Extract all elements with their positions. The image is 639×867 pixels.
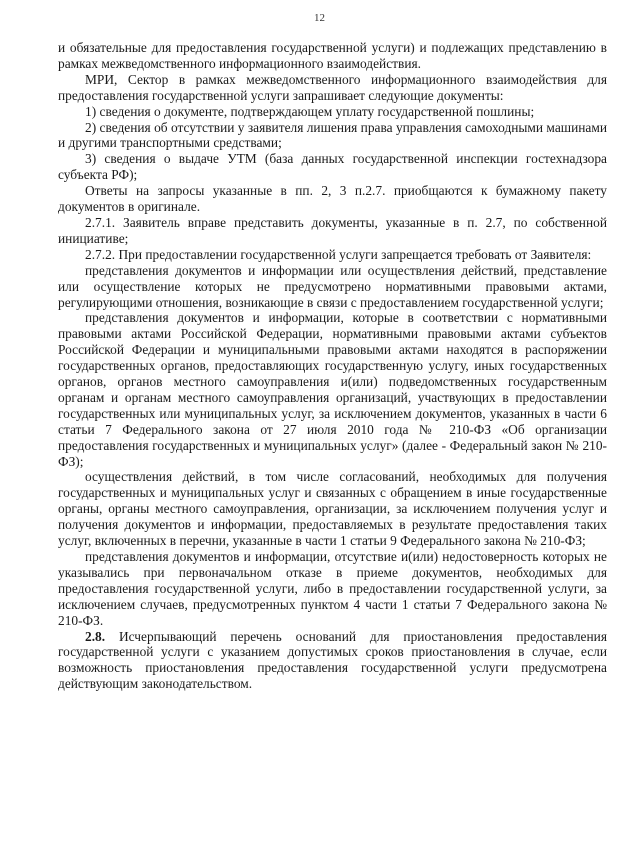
paragraph: представления документов и информации или осуществления действий, представление или осуществление которых не предусмотрено нормативными правовыми актами, регулирующими отношения, возникающие в связи с предоставлением государственной услуги; (58, 262, 607, 310)
section-2-8-paragraph (58, 629, 607, 693)
paragraph: Ответы на запросы указанные в пп. 2, 3 п.2.7. приобщаются к бумажному пакету документов в оригинале. (58, 183, 607, 215)
paragraph: осуществления действий, в том числе согласований, необходимых для получения государственных и муниципальных услуг и связанных с обращением в иные государственные органы, органы местного самоуправления, организации, за исключением получения услуг и получения документов и информации, предоставляемых в результате предоставления таких услуг, включенных в перечни, указанные в части 1 статьи 9 Федерального закона № 210-ФЗ; (58, 469, 607, 549)
paragraph: 2) сведения об отсутствии у заявителя лишения права управления самоходными машинами и другими транспортными средствами; (58, 119, 607, 151)
section-number: 2.8. (85, 628, 106, 644)
paragraph: МРИ, Сектор в рамках межведомственного информационного взаимодействия для предоставления государственной услуги запрашивает следующие документы: (58, 71, 607, 103)
paragraph: 1) сведения о документе, подтверждающем уплату государственной пошлины; (85, 103, 535, 119)
paragraph: 3) сведения о выдаче УТМ (база данных государственной инспекции гостехнадзора субъекта РФ); (58, 151, 607, 183)
paragraph: представления документов и информации, которые в соответствии с нормативными правовыми актами Российской Федерации, нормативными правовыми актами субъектов Российской Федерации и муниципальными правовыми актами находятся в распоряжении государственных органов, предоставляющих государственную услугу, иных государственных органов, органов местного самоуправления и(или) подведомственных государственным органам и органам местного самоуправления организаций, участвующих в предоставлении государственных или муниципальных услуг, за исключением документов, указанных в части 6 статьи 7 Федерального закона от 27 июля 2010 года № 210-ФЗ «Об организации предоставления государственных и муниципальных услуг» (далее - Федеральный закон № 210-ФЗ); (58, 310, 607, 469)
paragraph: 2.7.2. При предоставлении государственной услуги запрещается требовать от Заявителя: (85, 246, 592, 262)
paragraph: представления документов и информации, отсутствие и(или) недостоверность которых не указывались при первоначальном отказе в приеме документов, необходимых для предоставления государственной услуги, либо в предоставлении государственной услуги, за исключением случаев, предусмотренных пунктом 4 части 1 статьи 7 Федерального закона № 210-ФЗ. (58, 549, 607, 628)
section-text: Исчерпывающий перечень оснований для приостановления предоставления государственной услуги с указанием допустимых сроков приостановления в случае, если возможность приостановления предоставления государственной услуги предусмотрена действующим законодательством. (58, 628, 607, 692)
page-number: 12 (314, 12, 325, 24)
paragraph: 2.7.1. Заявитель вправе представить документы, указанные в п. 2.7, по собственной инициативе; (58, 214, 607, 246)
paragraph: и обязательные для предоставления государственной услуги) и подлежащих представлению в рамках межведомственного информационного взаимодействия. (58, 40, 607, 71)
document-body (58, 40, 607, 692)
